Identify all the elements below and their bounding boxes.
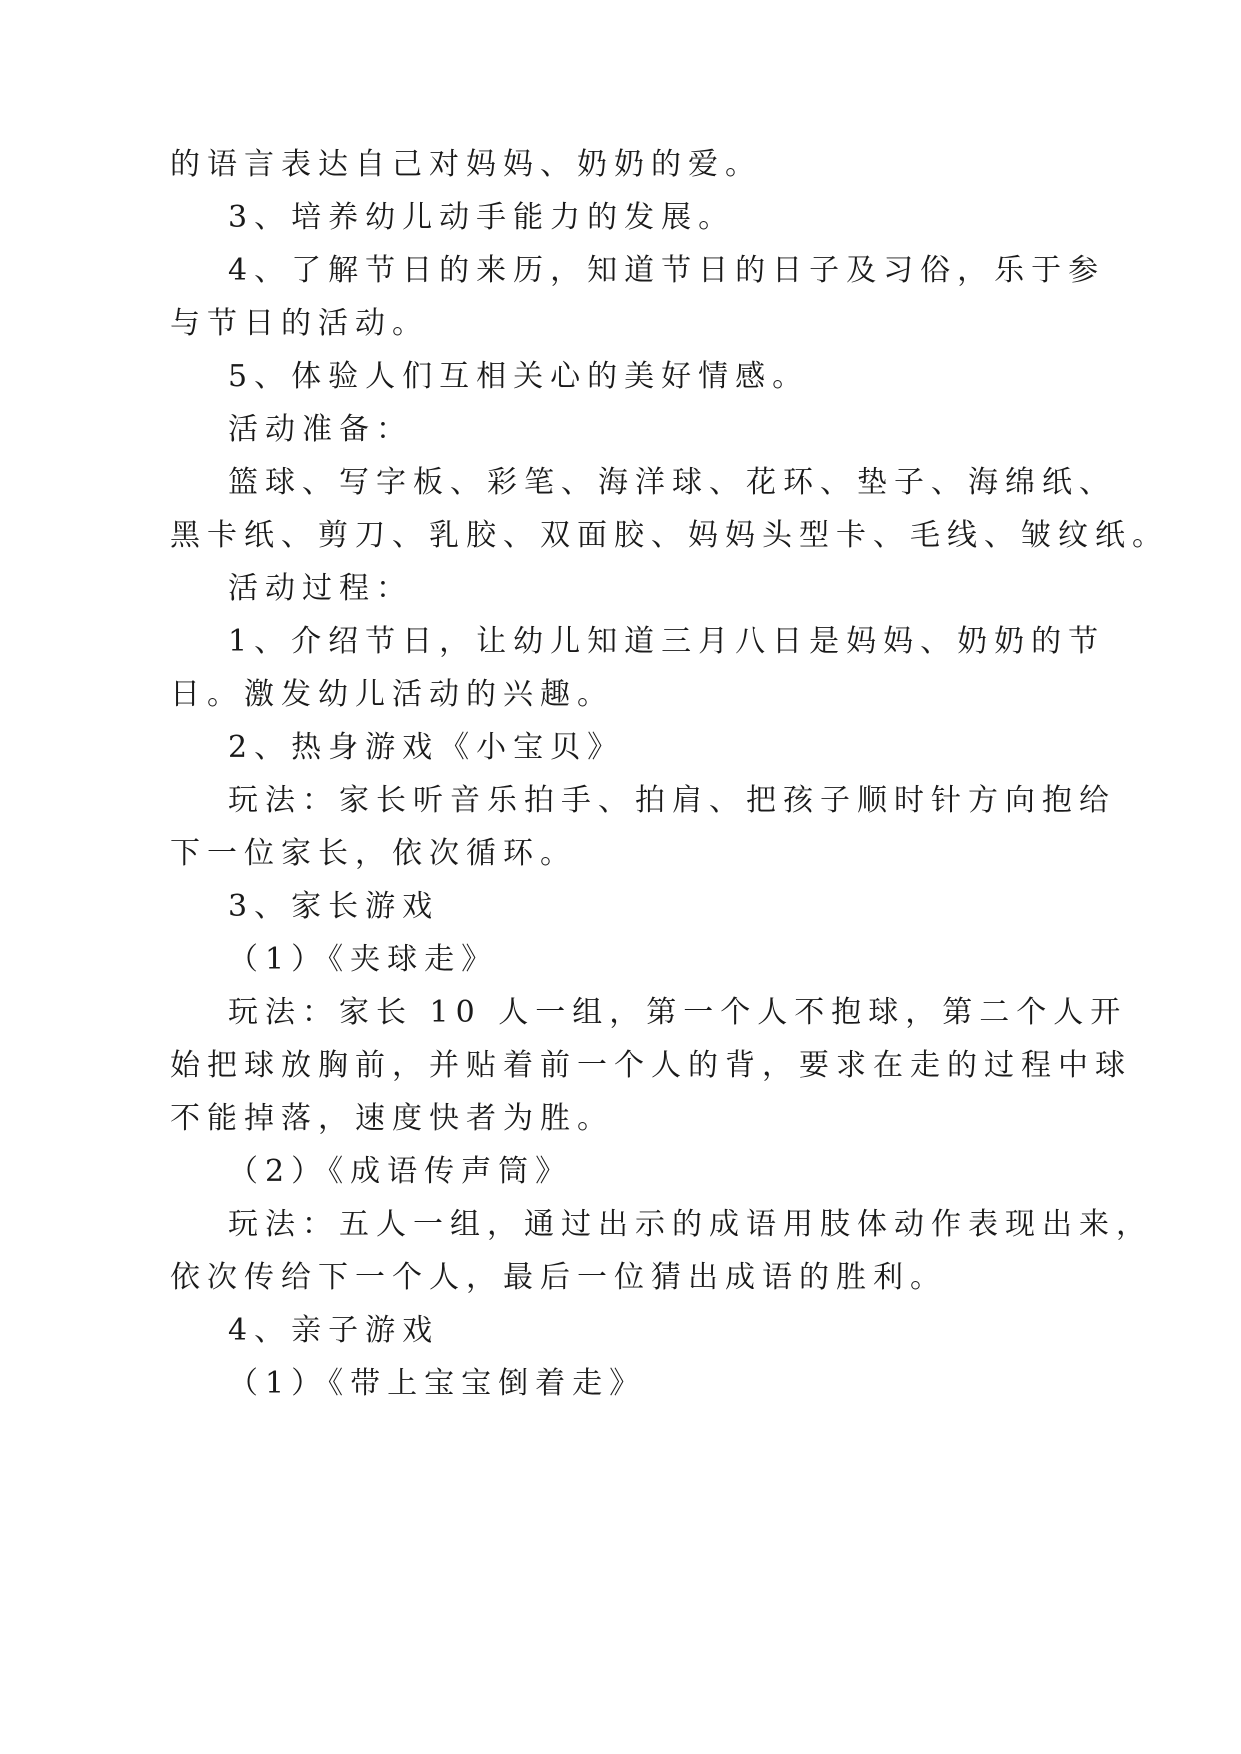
text-line: 2、热身游戏《小宝贝》 <box>228 730 625 765</box>
text-line: 黑卡纸、剪刀、乳胶、双面胶、妈妈头型卡、毛线、皱纹纸。 <box>170 518 1169 553</box>
text-line: （1）《带上宝宝倒着走》 <box>228 1366 647 1401</box>
text-line: 玩法：五人一组，通过出示的成语用肢体动作表现出来， <box>228 1207 1153 1242</box>
text-line: （1）《夹球走》 <box>228 942 499 977</box>
text-line: 始把球放胸前，并贴着前一个人的背，要求在走的过程中球 <box>170 1048 1132 1083</box>
section-heading: 活动准备： <box>228 412 413 447</box>
text-line: 下一位家长，依次循环。 <box>170 836 577 871</box>
text-line: 4、了解节日的来历，知道节日的日子及习俗，乐于参 <box>228 253 1106 288</box>
text-line: 玩法：家长 10 人一组，第一个人不抱球，第二个人开 <box>228 995 1128 1030</box>
text-line: （2）《成语传声筒》 <box>228 1154 573 1189</box>
text-line: 日。激发幼儿活动的兴趣。 <box>170 677 614 712</box>
text-line: 依次传给下一个人，最后一位猜出成语的胜利。 <box>170 1260 947 1295</box>
text-line: 3、培养幼儿动手能力的发展。 <box>228 200 736 235</box>
text-line: 3、家长游戏 <box>228 889 440 924</box>
text-line: 玩法：家长听音乐拍手、拍肩、把孩子顺时针方向抱给 <box>228 783 1116 818</box>
text-line: 5、体验人们互相关心的美好情感。 <box>228 359 810 394</box>
section-heading: 活动过程： <box>228 571 413 606</box>
text-line: 不能掉落，速度快者为胜。 <box>170 1101 614 1136</box>
text-line: 与节日的活动。 <box>170 306 429 341</box>
text-line: 4、亲子游戏 <box>228 1313 440 1348</box>
text-line: 篮球、写字板、彩笔、海洋球、花环、垫子、海绵纸、 <box>228 465 1116 500</box>
text-line: 的语言表达自己对妈妈、奶奶的爱。 <box>170 147 762 182</box>
text-line: 1、介绍节日，让幼儿知道三月八日是妈妈、奶奶的节 <box>228 624 1106 659</box>
